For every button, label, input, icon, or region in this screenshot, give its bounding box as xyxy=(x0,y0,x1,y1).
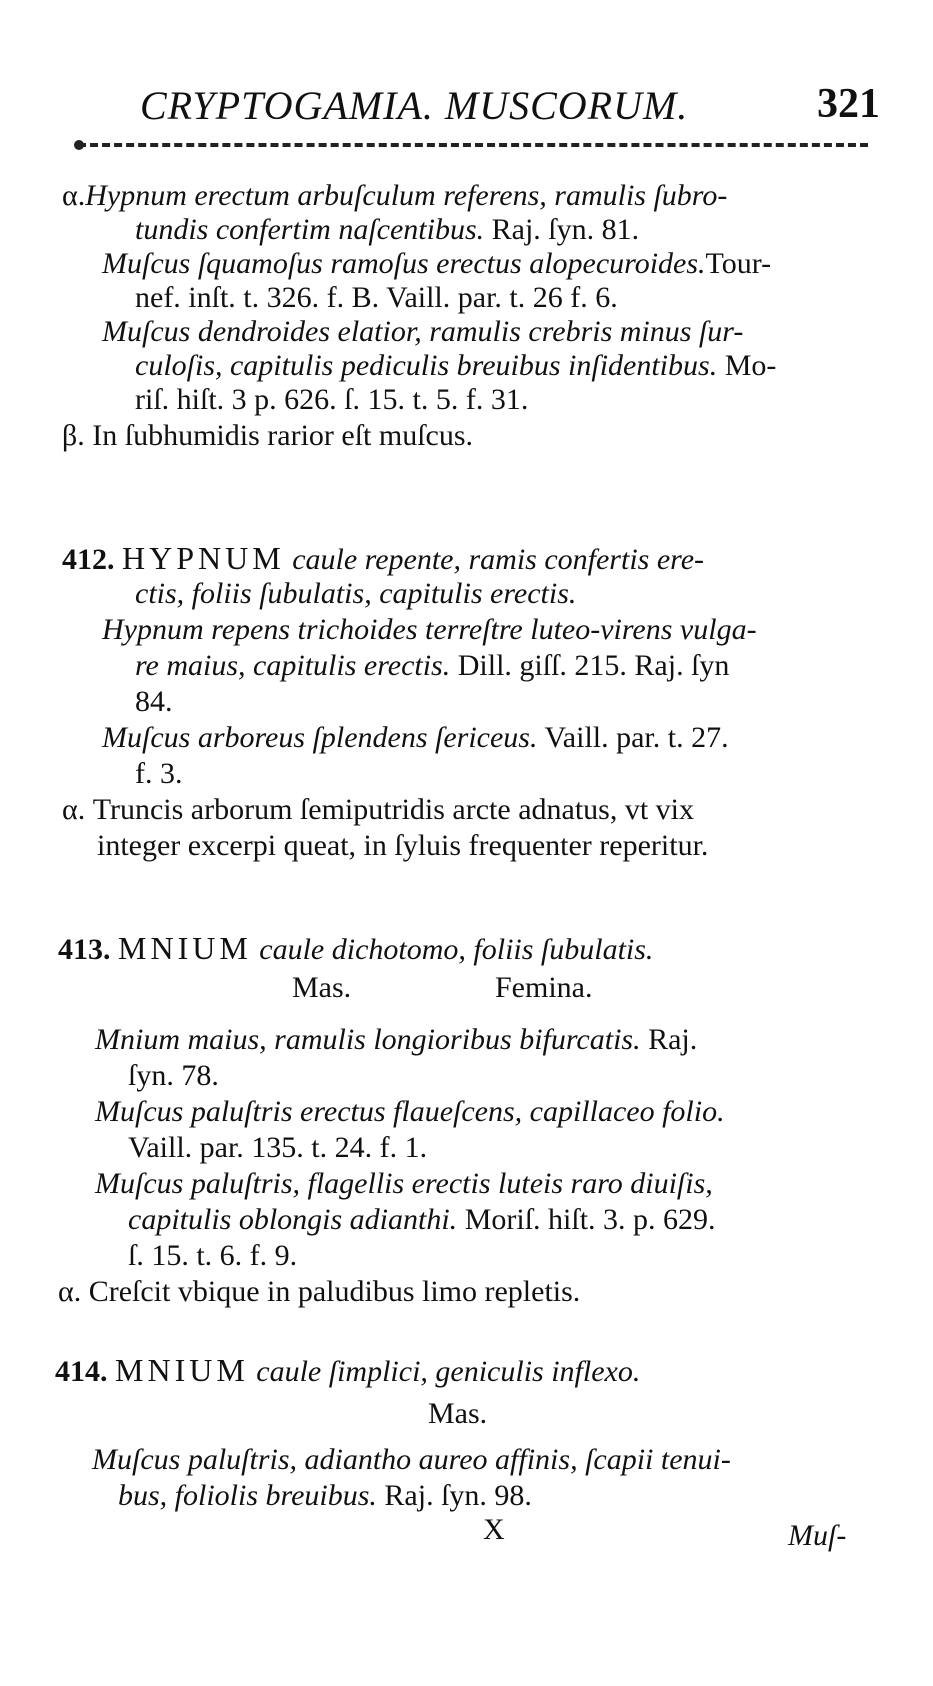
sex-label-femina: Femina. xyxy=(495,971,593,1004)
reference-text: ſyn. 78. xyxy=(128,1059,219,1092)
reference-text: Raj. ſyn. 81. xyxy=(491,213,640,246)
text-line xyxy=(62,178,727,214)
synonym-text: tundis confertim naſcentibus. xyxy=(135,213,485,246)
running-header xyxy=(140,78,880,138)
text-line xyxy=(135,280,618,316)
habitat-text: integer excerpi queat, in ſyluis frequenter reperitur. xyxy=(97,829,709,862)
genus-name: HYPNUM xyxy=(122,540,285,576)
diagnosis-text: caule ſimplici, geniculis inflexo. xyxy=(256,1355,641,1388)
text-line xyxy=(135,576,576,612)
genus-name: MNIUM xyxy=(115,1352,249,1388)
diagnosis-text: caule dichotomo, foliis ſubulatis. xyxy=(259,933,654,966)
text-line xyxy=(135,756,183,792)
synonym-text: capitulis oblongis adianthi. xyxy=(128,1203,458,1236)
text-line xyxy=(102,314,743,350)
text-line xyxy=(62,418,473,454)
text-line xyxy=(102,612,757,648)
entry-number: 414. xyxy=(55,1355,108,1388)
reference-text: Mo- xyxy=(724,349,777,382)
reference-text: Tour- xyxy=(705,247,772,280)
reference-text: Raj. xyxy=(648,1023,698,1056)
reference-text: Vaill. par. t. 27. xyxy=(544,721,729,754)
entry-heading xyxy=(55,1352,640,1390)
synonym-text: Hypnum repens trichoides terreſtre luteo-virens vulga- xyxy=(102,613,757,646)
text-line xyxy=(95,1022,697,1058)
text-line xyxy=(128,1130,427,1166)
text-line xyxy=(128,1202,716,1238)
reference-text: f. 3. xyxy=(135,757,183,790)
text-line xyxy=(118,1478,532,1514)
synonym-text: bus, foliolis breuibus. xyxy=(118,1479,377,1512)
reference-text: nef. inſt. t. 326. f. B. Vaill. par. t. 26 f. 6. xyxy=(135,281,618,314)
habitat-text: Truncis arborum ſemiputridis arcte adnatus, vt vix xyxy=(92,793,695,826)
page-number: 321 xyxy=(817,81,880,127)
text-line xyxy=(102,720,729,756)
synonym-text: Muſcus dendroides elatior, ramulis crebris minus ſur- xyxy=(102,315,744,348)
synonym-text: Muſcus paluſtris, flagellis erectis luteis raro diuiſis, xyxy=(95,1167,713,1200)
sex-label-mas: Mas. xyxy=(292,971,352,1004)
diagnosis-text: caule repente, ramis confertis ere- xyxy=(292,543,705,576)
text-line xyxy=(95,1094,725,1130)
text-line xyxy=(135,382,528,418)
synonym-text: Muſcus paluſtris, adiantho aureo affinis, ſcapii tenui- xyxy=(92,1443,731,1476)
text-line xyxy=(92,1442,731,1478)
text-line xyxy=(62,792,694,828)
entry-heading xyxy=(58,930,653,968)
diagnosis-text: ctis, foliis ſubulatis, capitulis erectis. xyxy=(135,577,577,610)
reference-text: Moriſ. hiſt. 3. p. 629. xyxy=(464,1203,716,1236)
reference-text: 84. xyxy=(135,685,173,718)
variety-marker: β. xyxy=(62,419,85,452)
synonym-text: Hypnum erectum arbuſculum referens, ramulis ſubro- xyxy=(85,179,728,212)
signature-mark: X xyxy=(483,1513,505,1546)
text-line xyxy=(95,1166,713,1202)
entry-heading xyxy=(62,540,704,578)
text-line xyxy=(58,1274,580,1310)
sex-label-mas: Mas. xyxy=(428,1397,488,1430)
habitat-text: Creſcit vbique in paludibus limo repletis. xyxy=(88,1275,581,1308)
reference-text: Raj. ſyn. 98. xyxy=(384,1479,532,1512)
reference-text: Vaill. par. 135. t. 24. f. 1. xyxy=(128,1131,428,1164)
reference-text: ſ. 15. t. 6. f. 9. xyxy=(128,1239,298,1272)
text-line xyxy=(135,348,776,384)
variety-marker: α. xyxy=(62,179,86,212)
synonym-text: Muſcus arboreus ſplendens ſericeus. xyxy=(102,721,538,754)
running-title: CRYPTOGAMIA. MUSCORUM. xyxy=(140,83,689,128)
entry-number: 413. xyxy=(58,933,111,966)
variety-marker: α. xyxy=(58,1275,82,1308)
synonym-text: Mnium maius, ramulis longioribus bifurcatis. xyxy=(95,1023,641,1056)
text-line xyxy=(128,1238,297,1274)
text-line xyxy=(97,828,708,864)
header-rule xyxy=(78,143,868,147)
text-line xyxy=(135,648,729,684)
text-line xyxy=(135,212,639,248)
text-line xyxy=(135,684,173,720)
synonym-text: Muſcus paluſtris erectus flaueſcens, capillaceo folio. xyxy=(95,1095,725,1128)
catchword: Muſ- xyxy=(788,1519,847,1552)
text-line xyxy=(128,1058,219,1094)
genus-name: MNIUM xyxy=(118,930,252,966)
synonym-text: re maius, capitulis erectis. xyxy=(135,649,451,682)
variety-marker: α. xyxy=(62,793,86,826)
habitat-text: In ſubhumidis rarior eſt muſcus. xyxy=(92,419,474,452)
synonym-text: Muſcus ſquamoſus ramoſus erectus alopecuroides. xyxy=(102,247,706,280)
reference-text: riſ. hiſt. 3 p. 626. ſ. 15. t. 5. f. 31. xyxy=(135,383,529,416)
entry-number: 412. xyxy=(62,543,115,576)
synonym-text: culoſis, capitulis pediculis breuibus inſidentibus. xyxy=(135,349,718,382)
reference-text: Dill. giſſ. 215. Raj. ſyn xyxy=(457,649,730,682)
text-line xyxy=(102,246,771,282)
